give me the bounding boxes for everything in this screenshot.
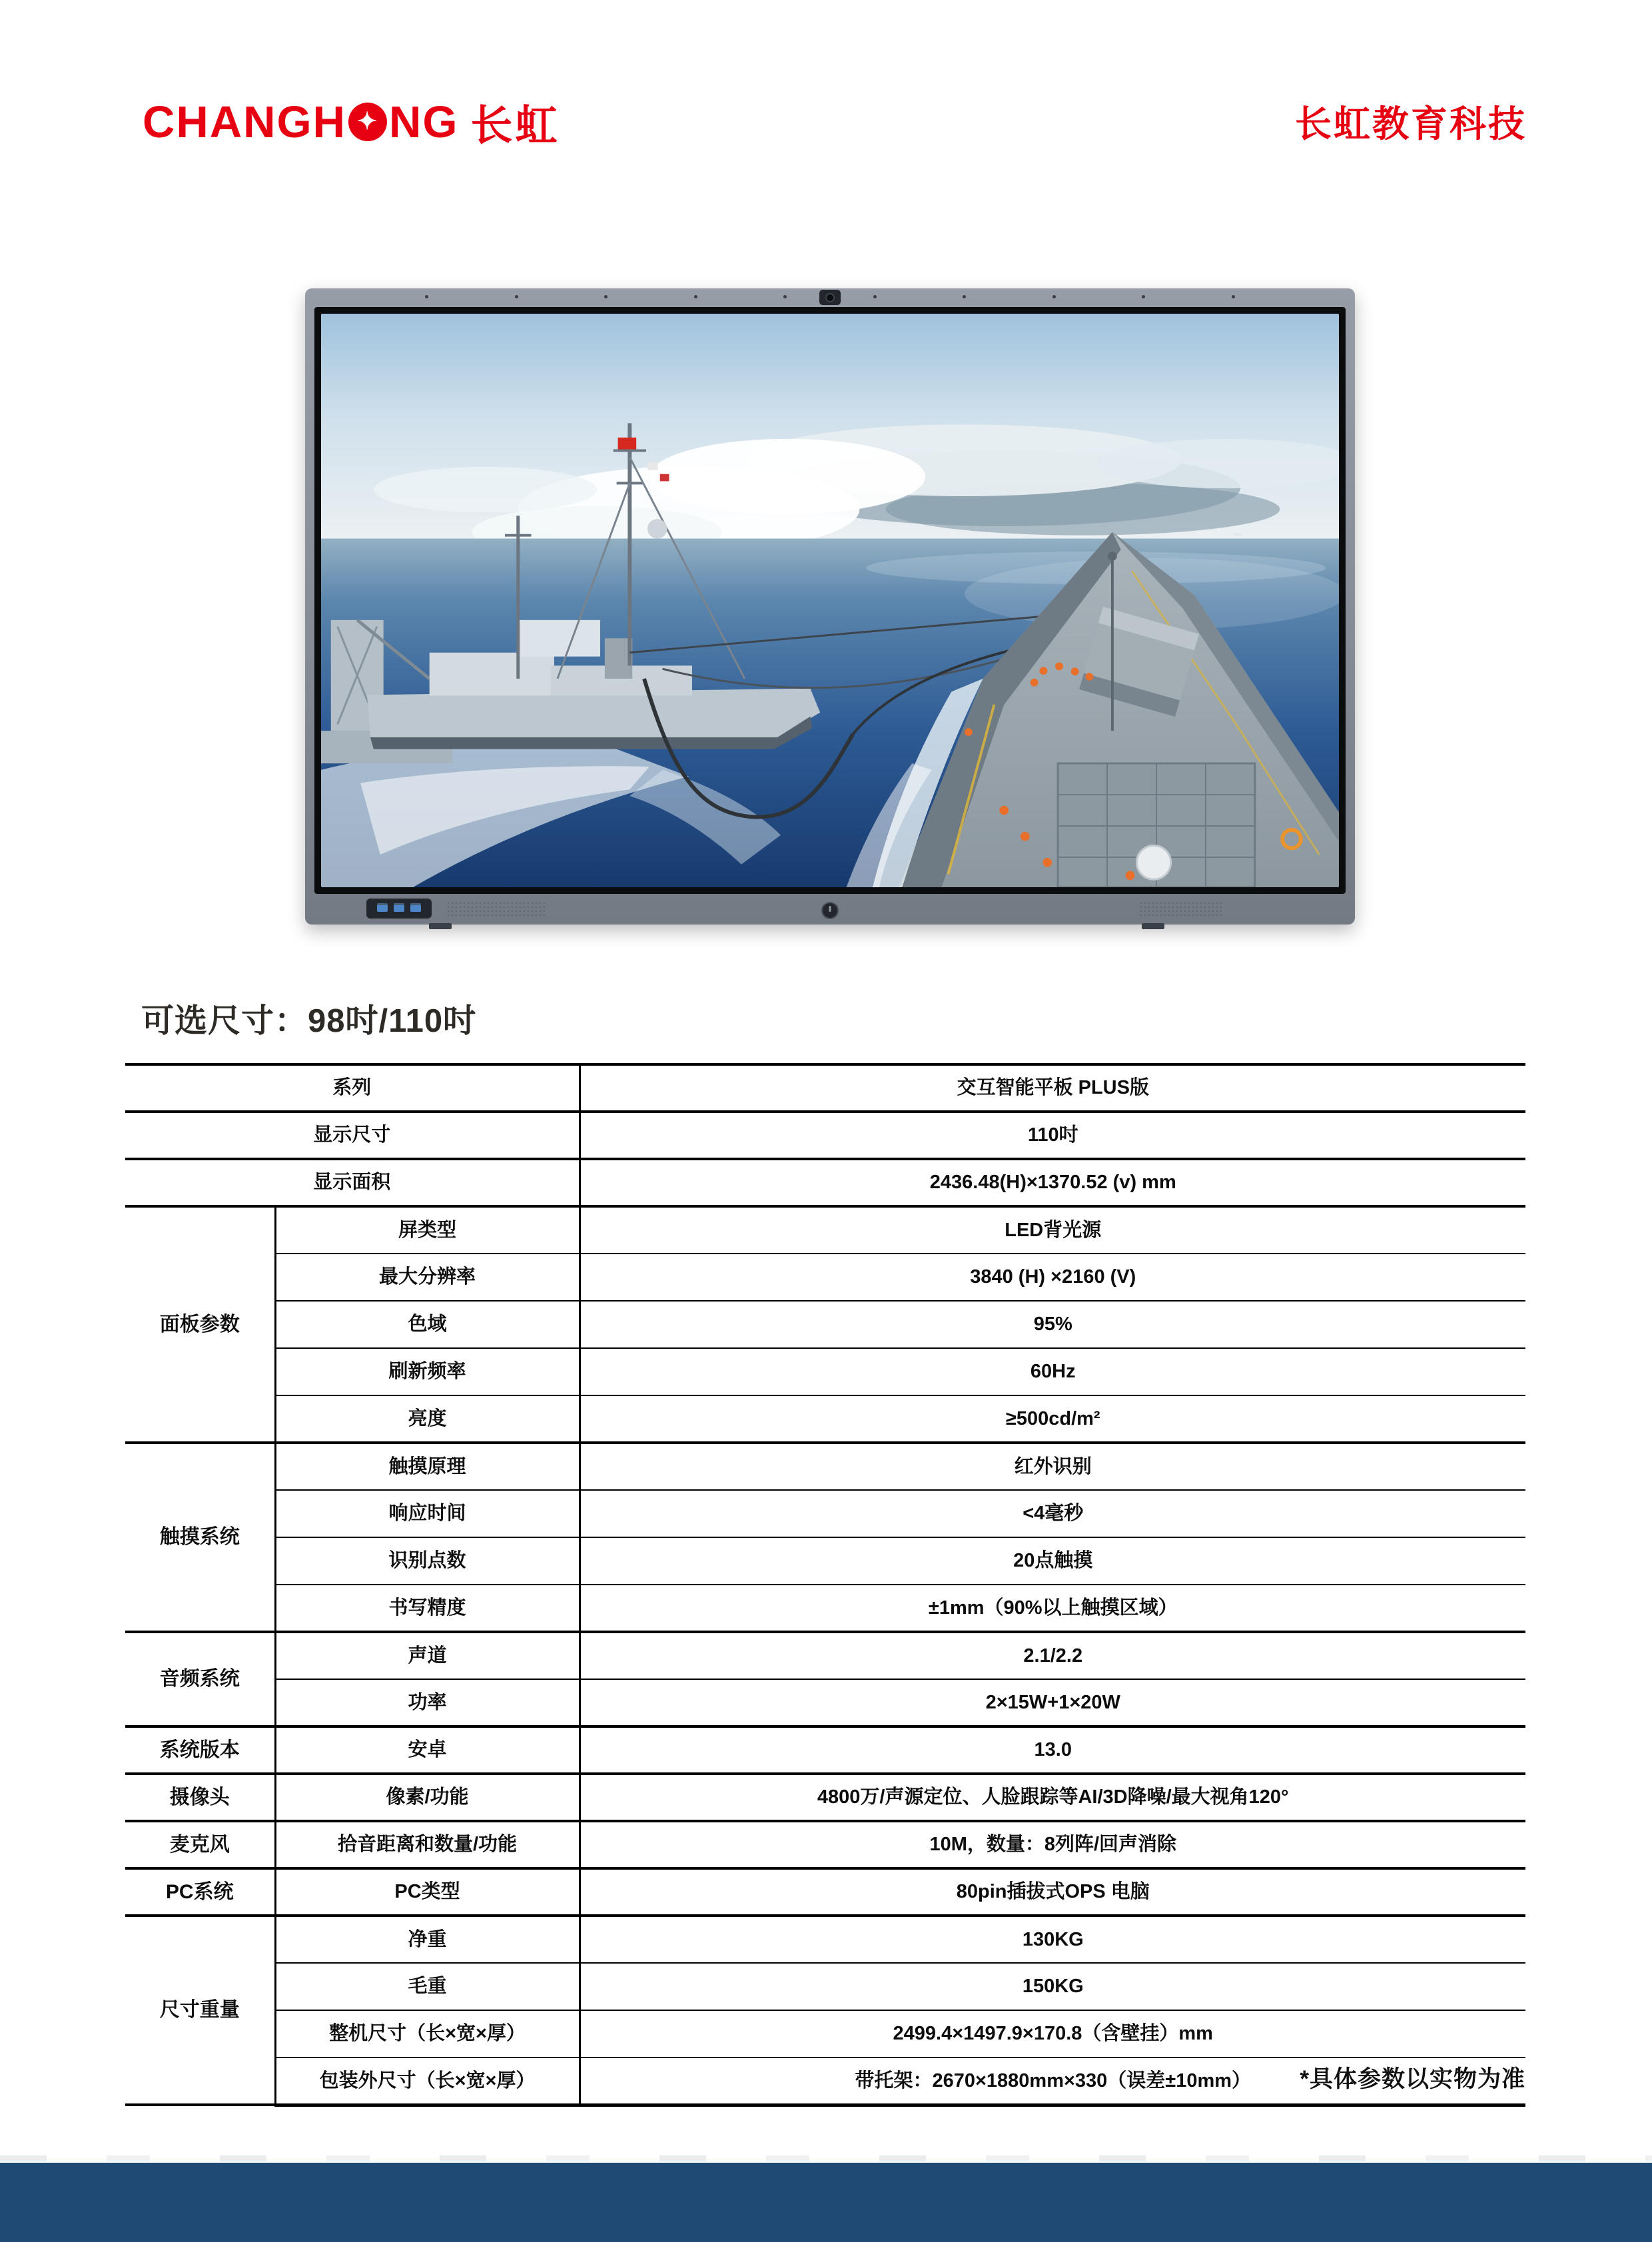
changhong-logo [143,97,560,147]
spec-category-cell: 系统版本 [125,1726,275,1774]
spec-label-cell: 最大分辨率 [275,1254,580,1301]
spec-row [125,1159,1525,1206]
spec-label-cell: 响应时间 [275,1490,580,1537]
mount-tab [1142,923,1164,929]
spec-category-cell: 尺寸重量 [125,1916,275,2105]
spec-label-cell: 显示面积 [125,1159,580,1206]
division-title: 长虹教育科技 [1294,103,1527,145]
spec-label-cell: PC类型 [275,1868,580,1916]
spec-row [125,1679,1525,1726]
spec-value-cell: 3840 (H) ×2160 (V) [580,1254,1525,1301]
spec-label-cell: 屏类型 [275,1206,580,1254]
spec-label-cell: 净重 [275,1916,580,1963]
port-icon [410,905,421,912]
spec-category-cell: 触摸系统 [125,1443,275,1632]
mic-dot-icon [1232,295,1235,298]
spec-label-cell: 识别点数 [275,1537,580,1585]
mic-dot-icon [515,295,518,298]
spec-label-cell: 书写精度 [275,1585,580,1632]
trim-marks [0,2155,1652,2161]
spec-value-cell: 交互智能平板 PLUS版 [580,1064,1525,1112]
spec-value-cell: ≥500cd/m² [580,1395,1525,1443]
spec-label-cell: 包装外尺寸（长×宽×厚） [275,2057,580,2105]
spec-row [125,2010,1525,2057]
spec-label-cell: 整机尺寸（长×宽×厚） [275,2010,580,2057]
spec-row [125,1868,1525,1916]
spec-label-cell: 像素/功能 [275,1774,580,1821]
spec-label-cell: 刷新频率 [275,1348,580,1395]
spec-value-cell: 130KG [580,1916,1525,1963]
logo-star-icon [348,103,387,141]
mic-dot-icon [873,295,877,298]
spec-value-cell: 红外识别 [580,1443,1525,1490]
spec-value-cell: 150KG [580,1963,1525,2010]
spec-row [125,1585,1525,1632]
spec-label-cell: 亮度 [275,1395,580,1443]
naval-scene-image [321,314,1339,887]
spec-value-cell: 20点触摸 [580,1537,1525,1585]
spec-label-cell: 声道 [275,1632,580,1679]
spec-row [125,1963,1525,2010]
mount-tab [429,923,452,929]
spec-category-cell: 摄像头 [125,1774,275,1821]
spec-label-cell: 拾音距离和数量/功能 [275,1821,580,1868]
spec-label-cell: 触摸原理 [275,1443,580,1490]
spec-row [125,1206,1525,1254]
mic-dot-icon [963,295,966,298]
spec-value-cell: 80pin插拔式OPS 电脑 [580,1868,1525,1916]
spec-value-cell: 13.0 [580,1726,1525,1774]
spec-value-cell: 2.1/2.2 [580,1632,1525,1679]
spec-value-cell: <4毫秒 [580,1490,1525,1537]
spec-label-cell: 色域 [275,1301,580,1348]
spec-value-cell: LED背光源 [580,1206,1525,1254]
panel-screen [314,307,1346,894]
spec-row [125,1632,1525,1679]
logo-latin-suffix: NG [389,97,459,147]
spec-value-cell: 60Hz [580,1348,1525,1395]
spec-row [125,1537,1525,1585]
spec-row [125,1916,1525,1963]
spec-row [125,1774,1525,1821]
footer-bar [0,2163,1652,2242]
speaker-grille-icon [1139,901,1222,917]
speaker-grille-icon [446,901,545,917]
port-icon [394,905,404,912]
star-glyph: ✦ [356,107,379,135]
spec-row [125,1112,1525,1159]
spec-value-cell: ±1mm（90%以上触摸区域） [580,1585,1525,1632]
spec-category-cell: 麦克风 [125,1821,275,1868]
spec-row [125,1064,1525,1112]
mic-dot-icon [604,295,608,298]
spec-value-cell: 95% [580,1301,1525,1348]
spec-table [125,1063,1525,2107]
spec-row [125,1443,1525,1490]
disclaimer-note: *具体参数以实物为准 [1300,2066,1525,2092]
spec-value-cell: 4800万/声源定位、人脸跟踪等AI/3D降噪/最大视角120° [580,1774,1525,1821]
mic-dot-icon [694,295,697,298]
spec-value-cell: 10M，数量：8列阵/回声消除 [580,1821,1525,1868]
spec-label-cell: 安卓 [275,1726,580,1774]
spec-value-cell: 2499.4×1497.9×170.8（含壁挂）mm [580,2010,1525,2057]
mic-dot-icon [1052,295,1056,298]
spec-label-cell: 显示尺寸 [125,1112,580,1159]
spec-label-cell: 毛重 [275,1963,580,2010]
spec-row [125,1490,1525,1537]
logo-cn-text: 长虹 [470,102,560,149]
spec-label-cell: 系列 [125,1064,580,1112]
spec-value-cell: 带托架：2670×1880mm×330（误差±10mm） [580,2057,1525,2105]
spec-category-cell: 面板参数 [125,1206,275,1443]
spec-category-cell: 音频系统 [125,1632,275,1726]
spec-category-cell: PC系统 [125,1868,275,1916]
spec-row [125,1301,1525,1348]
spec-row [125,1395,1525,1443]
power-button-icon [821,902,839,919]
mic-dot-icon [783,295,787,298]
interactive-flat-panel [305,288,1355,925]
spec-row [125,1726,1525,1774]
mic-dot-icon [1142,295,1145,298]
spec-value-cell: 2×15W+1×20W [580,1679,1525,1726]
spec-value-cell: 2436.48(H)×1370.52 (v) mm [580,1159,1525,1206]
spec-row [125,1254,1525,1301]
spec-row [125,1821,1525,1868]
size-options-heading: 可选尺寸：98吋/110吋 [141,1003,477,1039]
spec-value-cell: 110吋 [580,1112,1525,1159]
camera-icon [819,290,841,305]
spec-label-cell: 功率 [275,1679,580,1726]
logo-latin-prefix: CHANGH [143,97,347,147]
port-icon [377,905,388,912]
logo-latin-text [143,97,459,147]
spec-row [125,1348,1525,1395]
front-ports [366,899,432,919]
mic-dot-icon [425,295,428,298]
